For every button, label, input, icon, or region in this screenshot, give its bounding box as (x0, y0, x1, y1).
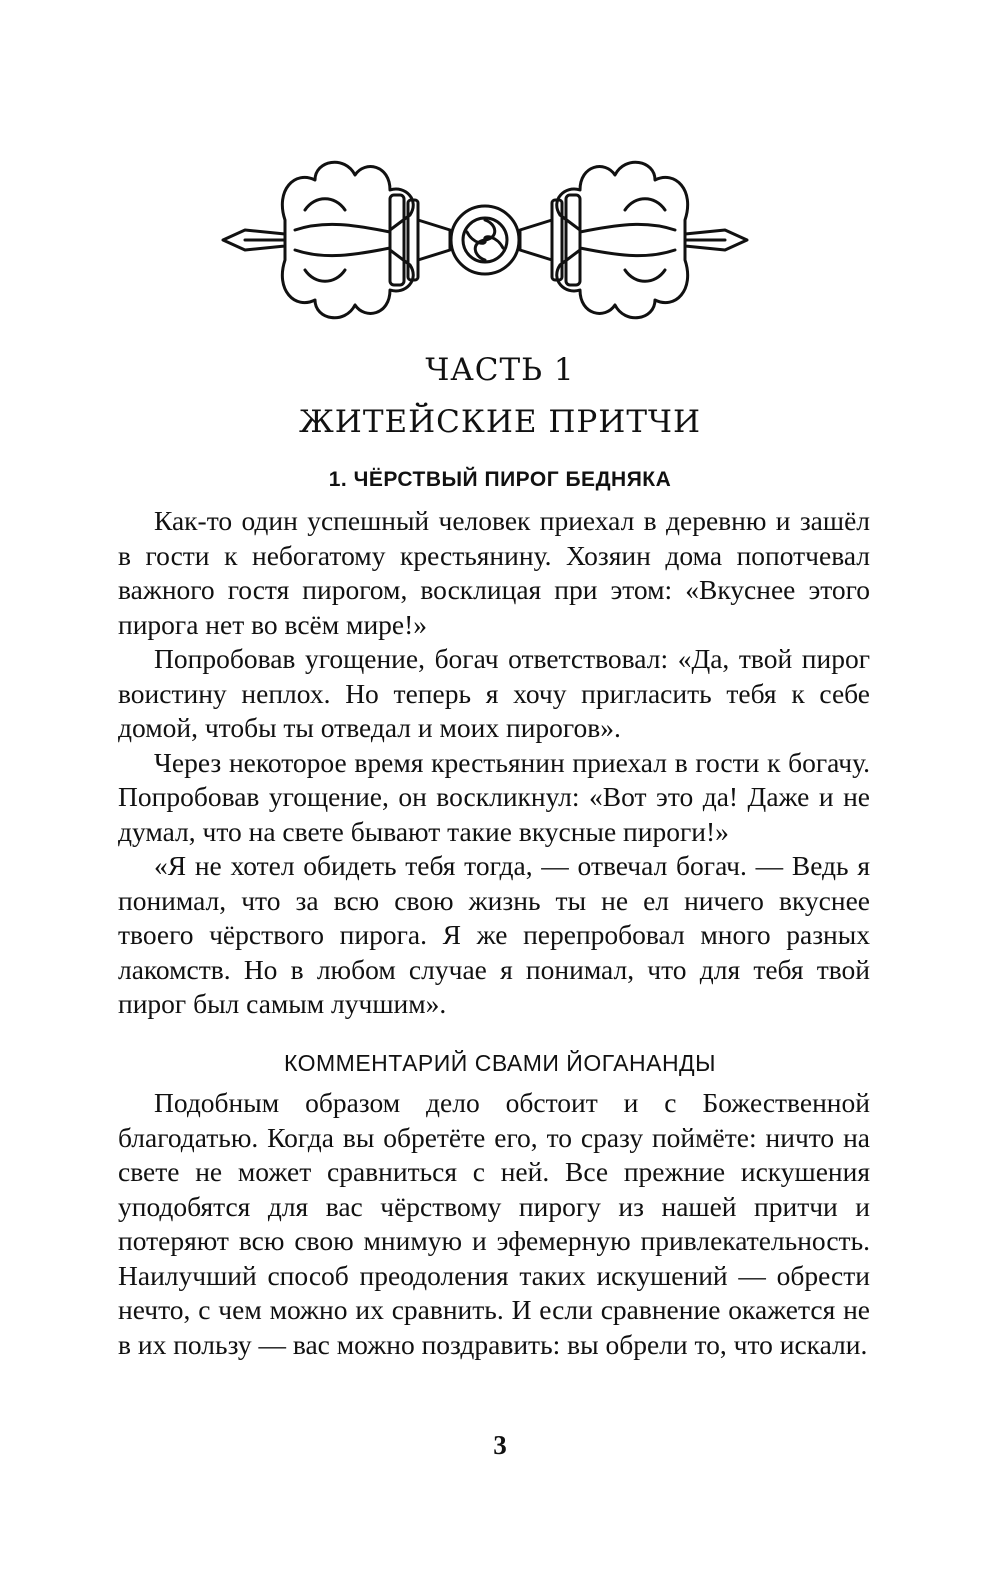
paragraph: Попробовав угощение, богач ответствовал: «Да, твой пирог воистину неплох. Но теперь я хочу пригласить тебя к себе домой, чтобы ты отведал и моих пирогов». (118, 643, 870, 743)
commentary-text (118, 1086, 870, 1362)
commentary-title: КОММЕНТАРИЙ СВАМИ ЙОГАНАНДЫ (283, 1050, 716, 1076)
part-title: ЧАСТЬ 1 (425, 352, 575, 388)
paragraph: Подобным образом дело обстоит и с Божественной благодатью. Когда вы обретёте его, то сразу поймёте: ничто на свете не может сравниться с ней. Все прежние искушения уподобятся для вас чёрствому пирогу из нашей притчи и потеряют всю свою мнимую и эфемерную привлекательность. Наилучший способ преодоления таких искушений — обрести нечто, с чем можно их сравнить. И если сравнение окажется не в их пользу — вас можно поздравить: вы обрели то, что искали. (118, 1087, 870, 1360)
paragraph: Через некоторое время крестьянин приехал в гости к богачу. Попробовав угощение, он воскликнул: «Вот это да! Даже и не думал, что на свете бывают такие вкусные пироги!» (118, 746, 870, 847)
paragraph: Как-то один успешный человек приехал в деревню и зашёл в гости к небогатому крестьянину. Хозяин дома попотчевал важного гостя пирогом, восклицая при этом: «Вкуснее этого пирога нет во всём мире!» (118, 505, 870, 640)
paragraph: «Я не хотел обидеть тебя тогда, — отвечал богач. — Ведь я понимал, что за всю свою жизнь ты не ел ничего вкуснее твоего чёрствого пирога. Я же перепробовал много разных лакомств. Но в любом случае я понимал, что для тебя твой пирог был самым лучшим». (118, 850, 870, 1019)
story-text (118, 504, 870, 1022)
page-number: 3 (493, 1430, 507, 1460)
section-title: 1. ЧЁРСТВЫЙ ПИРОГ БЕДНЯКА (328, 468, 672, 491)
vajra-ornament-icon (215, 150, 755, 330)
part-subtitle: ЖИТЕЙСКИЕ ПРИТЧИ (298, 404, 702, 440)
